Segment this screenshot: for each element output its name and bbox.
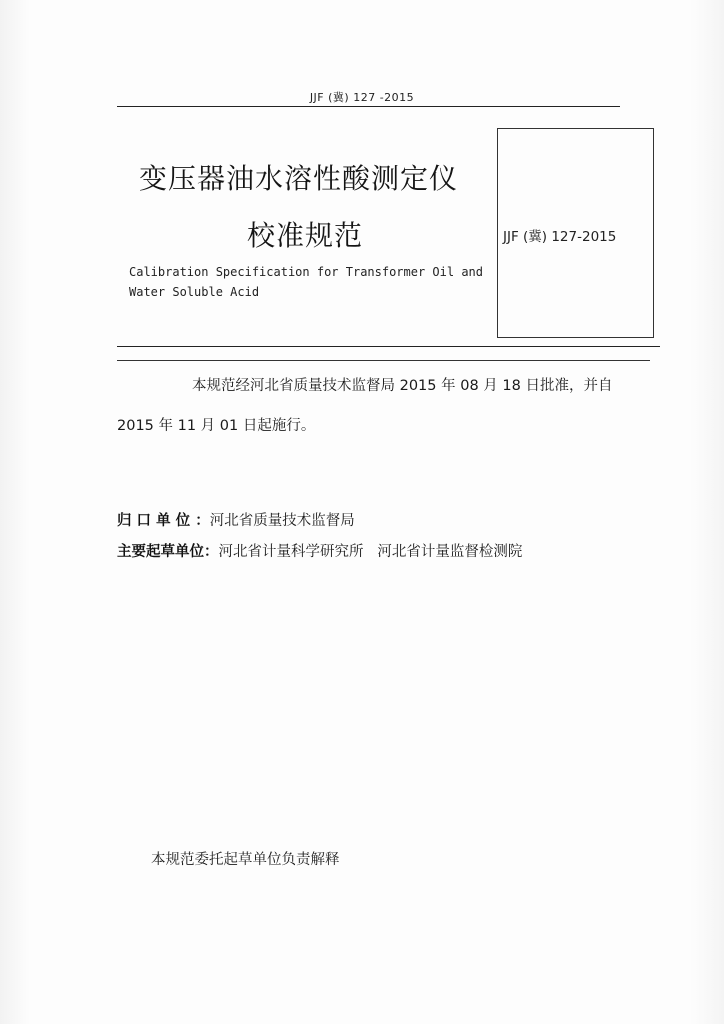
title-en-line2: Water Soluble Acid <box>129 285 260 299</box>
responsible-unit-row <box>117 509 355 530</box>
approval-text-line1: 本规范经河北省质量技术监督局 2015 年 08 月 18 日批准，并自 <box>192 378 613 394</box>
title-cn-line1: 变压器油水溶性酸测定仪 <box>139 162 459 195</box>
title-en-line1: Calibration Specification for Transformer Oil and <box>129 265 484 279</box>
code-box-text: JJF (冀) 127-2015 <box>503 229 617 245</box>
header-code: JJF (冀) 127 -2015 <box>309 91 415 104</box>
interpretation-note: 本规范委托起草单位负责解释 <box>151 852 340 868</box>
header-divider <box>117 106 620 107</box>
divider-thin <box>117 360 650 361</box>
drafting-unit-label: 主要起草单位： <box>117 544 219 560</box>
responsible-unit-label: 归 口 单 位 ： <box>117 513 210 529</box>
drafting-unit-row <box>117 540 522 561</box>
approval-text-line2: 2015 年 11 月 01 日起施行。 <box>117 418 316 434</box>
responsible-unit-value: 河北省质量技术监督局 <box>209 513 355 529</box>
title-en <box>129 262 494 302</box>
divider-thick <box>117 346 660 347</box>
drafting-unit-value: 河北省计量科学研究所 河北省计量监督检测院 <box>218 544 523 560</box>
title-cn-line2: 校准规范 <box>247 219 364 252</box>
